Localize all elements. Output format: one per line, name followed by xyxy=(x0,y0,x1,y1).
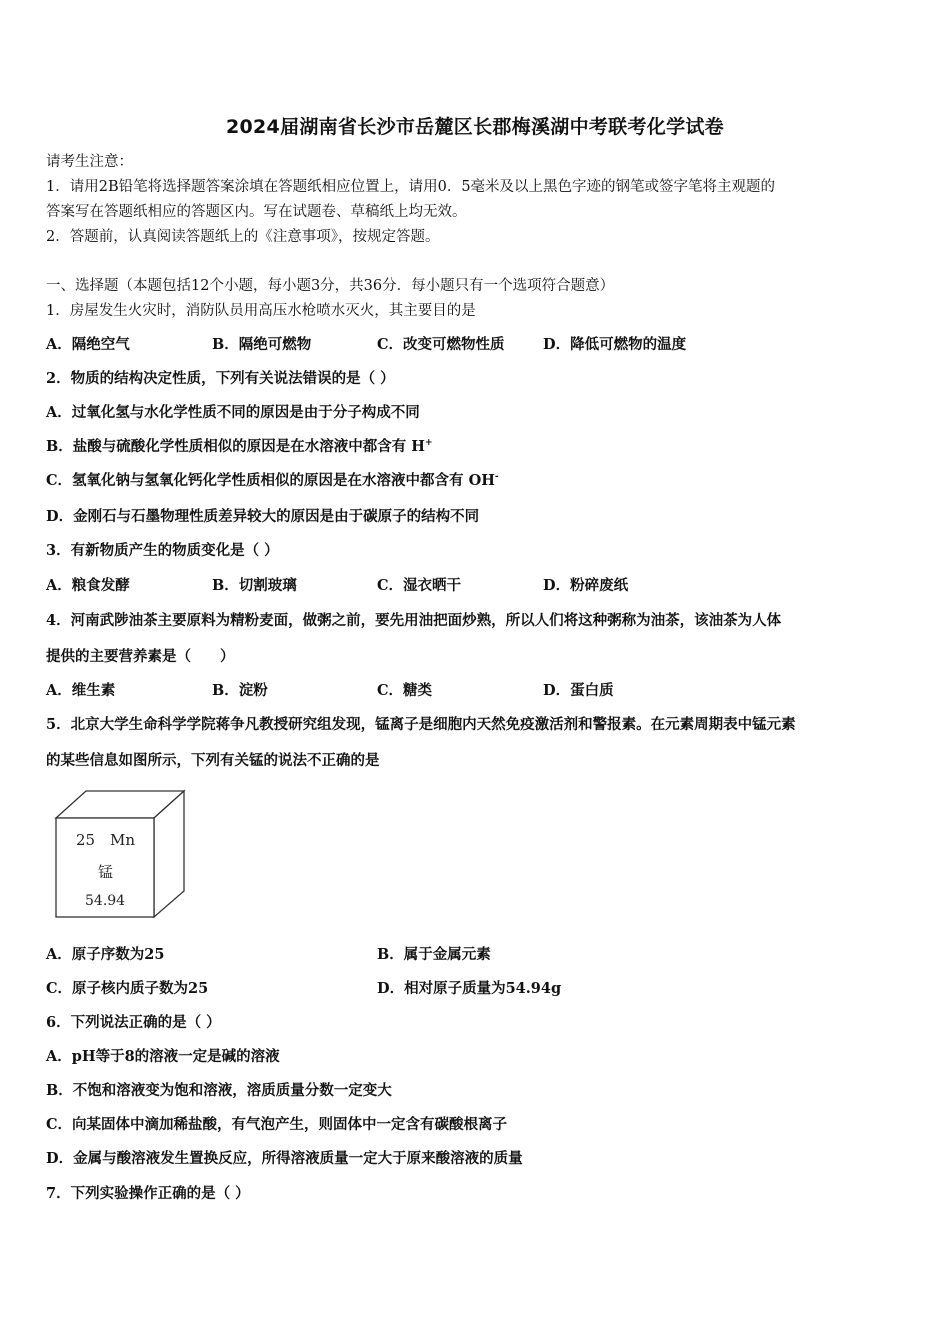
question-5-option-b: B．属于金属元素 xyxy=(377,946,491,963)
question-1-option-b: B．隔绝可燃物 xyxy=(212,336,312,353)
notice-item-1-line-2: 答案写在答题纸相应的答题区内。写在试题卷、草稿纸上均无效。 xyxy=(46,204,467,220)
section-heading: 一、选择题（本题包括12个小题，每小题3分，共36分．每小题只有一个选项符合题意） xyxy=(46,278,615,294)
question-4-stem-line-1: 4．河南武陟油茶主要原料为精粉麦面，做粥之前，要先用油把面炒熟，所以人们将这种粥称为油茶，该油茶为人体 xyxy=(46,612,782,629)
question-6-option-b: B．不饱和溶液变为饱和溶液，溶质质量分数一定变大 xyxy=(46,1082,392,1099)
question-1-stem: 1．房屋发生火灾时，消防队员用高压水枪喷水灭火，其主要目的是 xyxy=(46,303,476,319)
question-5-option-d: D．相对原子质量为54.94g xyxy=(377,980,562,997)
notice-heading: 请考生注意： xyxy=(46,154,133,170)
question-3-option-a: A．粮食发酵 xyxy=(46,577,130,594)
question-5-option-a: A．原子序数为25 xyxy=(46,946,165,963)
question-3-option-c: C．湿衣晒干 xyxy=(377,577,462,594)
notice-item-1-line-1: 1．请用2B铅笔将选择题答案涂填在答题纸相应位置上，请用0．5毫米及以上黑色字迹的钢笔或签字笔将主观题的 xyxy=(46,179,776,195)
question-6-option-d: D．金属与酸溶液发生置换反应，所得溶液质量一定大于原来酸溶液的质量 xyxy=(46,1150,523,1167)
element-symbol: Mn xyxy=(110,831,136,849)
question-6-stem: 6．下列说法正确的是（ ） xyxy=(46,1014,221,1031)
element-atomic-mass: 54.94 xyxy=(85,893,126,909)
element-cube-figure xyxy=(52,788,188,920)
question-3-option-b: B．切割玻璃 xyxy=(212,577,297,594)
question-4-option-d: D．蛋白质 xyxy=(543,682,614,699)
question-5-stem-line-2: 的某些信息如图所示，下列有关锰的说法不正确的是 xyxy=(46,752,380,769)
element-chinese-name: 锰 xyxy=(98,863,114,881)
question-5-option-c: C．原子核内质子数为25 xyxy=(46,980,209,997)
question-2-option-a: A．过氧化氢与水化学性质不同的原因是由于分子构成不同 xyxy=(46,404,420,421)
hydroxide-ion-charge: - xyxy=(494,472,499,483)
notice-item-2: 2．答题前，认真阅读答题纸上的《注意事项》，按规定答题。 xyxy=(46,229,440,245)
question-1-option-c: C．改变可燃物性质 xyxy=(377,336,505,353)
question-4-option-c: C．糖类 xyxy=(377,682,433,699)
hydrogen-ion-charge: + xyxy=(425,438,433,449)
question-1-option-d: D．降低可燃物的温度 xyxy=(543,336,687,353)
question-1-option-a: A．隔绝空气 xyxy=(46,336,130,353)
manganese-element-cube xyxy=(52,788,188,920)
question-2-option-c-text: C．氢氧化钠与氢氧化钙化学性质相似的原因是在水溶液中都含有 OH xyxy=(46,472,495,489)
question-2-option-d: D．金刚石与石墨物理性质差异较大的原因是由于碳原子的结构不同 xyxy=(46,508,480,525)
question-2-stem: 2．物质的结构决定性质，下列有关说法错误的是（ ） xyxy=(46,370,395,387)
question-4-stem-line-2: 提供的主要营养素是（ ） xyxy=(46,648,235,665)
question-4-option-b: B．淀粉 xyxy=(212,682,268,699)
question-6-option-a: A．pH等于8的溶液一定是碱的溶液 xyxy=(46,1048,280,1065)
question-4-option-a: A．维生素 xyxy=(46,682,116,699)
question-3-option-d: D．粉碎废纸 xyxy=(543,577,629,594)
question-6-option-c: C．向某固体中滴加稀盐酸，有气泡产生，则固体中一定含有碳酸根离子 xyxy=(46,1116,508,1133)
question-2-option-b-text: B．盐酸与硫酸化学性质相似的原因是在水溶液中都含有 H xyxy=(46,438,426,455)
question-7-stem: 7．下列实验操作正确的是（ ） xyxy=(46,1185,250,1202)
page-title: 2024届湖南省长沙市岳麓区长郡梅溪湖中考联考化学试卷 xyxy=(226,116,724,138)
question-2-option-b xyxy=(46,438,433,456)
element-atomic-number: 25 xyxy=(76,831,96,849)
question-5-stem-line-1: 5．北京大学生命科学学院蒋争凡教授研究组发现，锰离子是细胞内天然免疫激活剂和警报素。在元素周期表中锰元素 xyxy=(46,716,796,733)
question-3-stem: 3．有新物质产生的物质变化是（ ） xyxy=(46,542,279,559)
question-2-option-c xyxy=(46,472,499,490)
